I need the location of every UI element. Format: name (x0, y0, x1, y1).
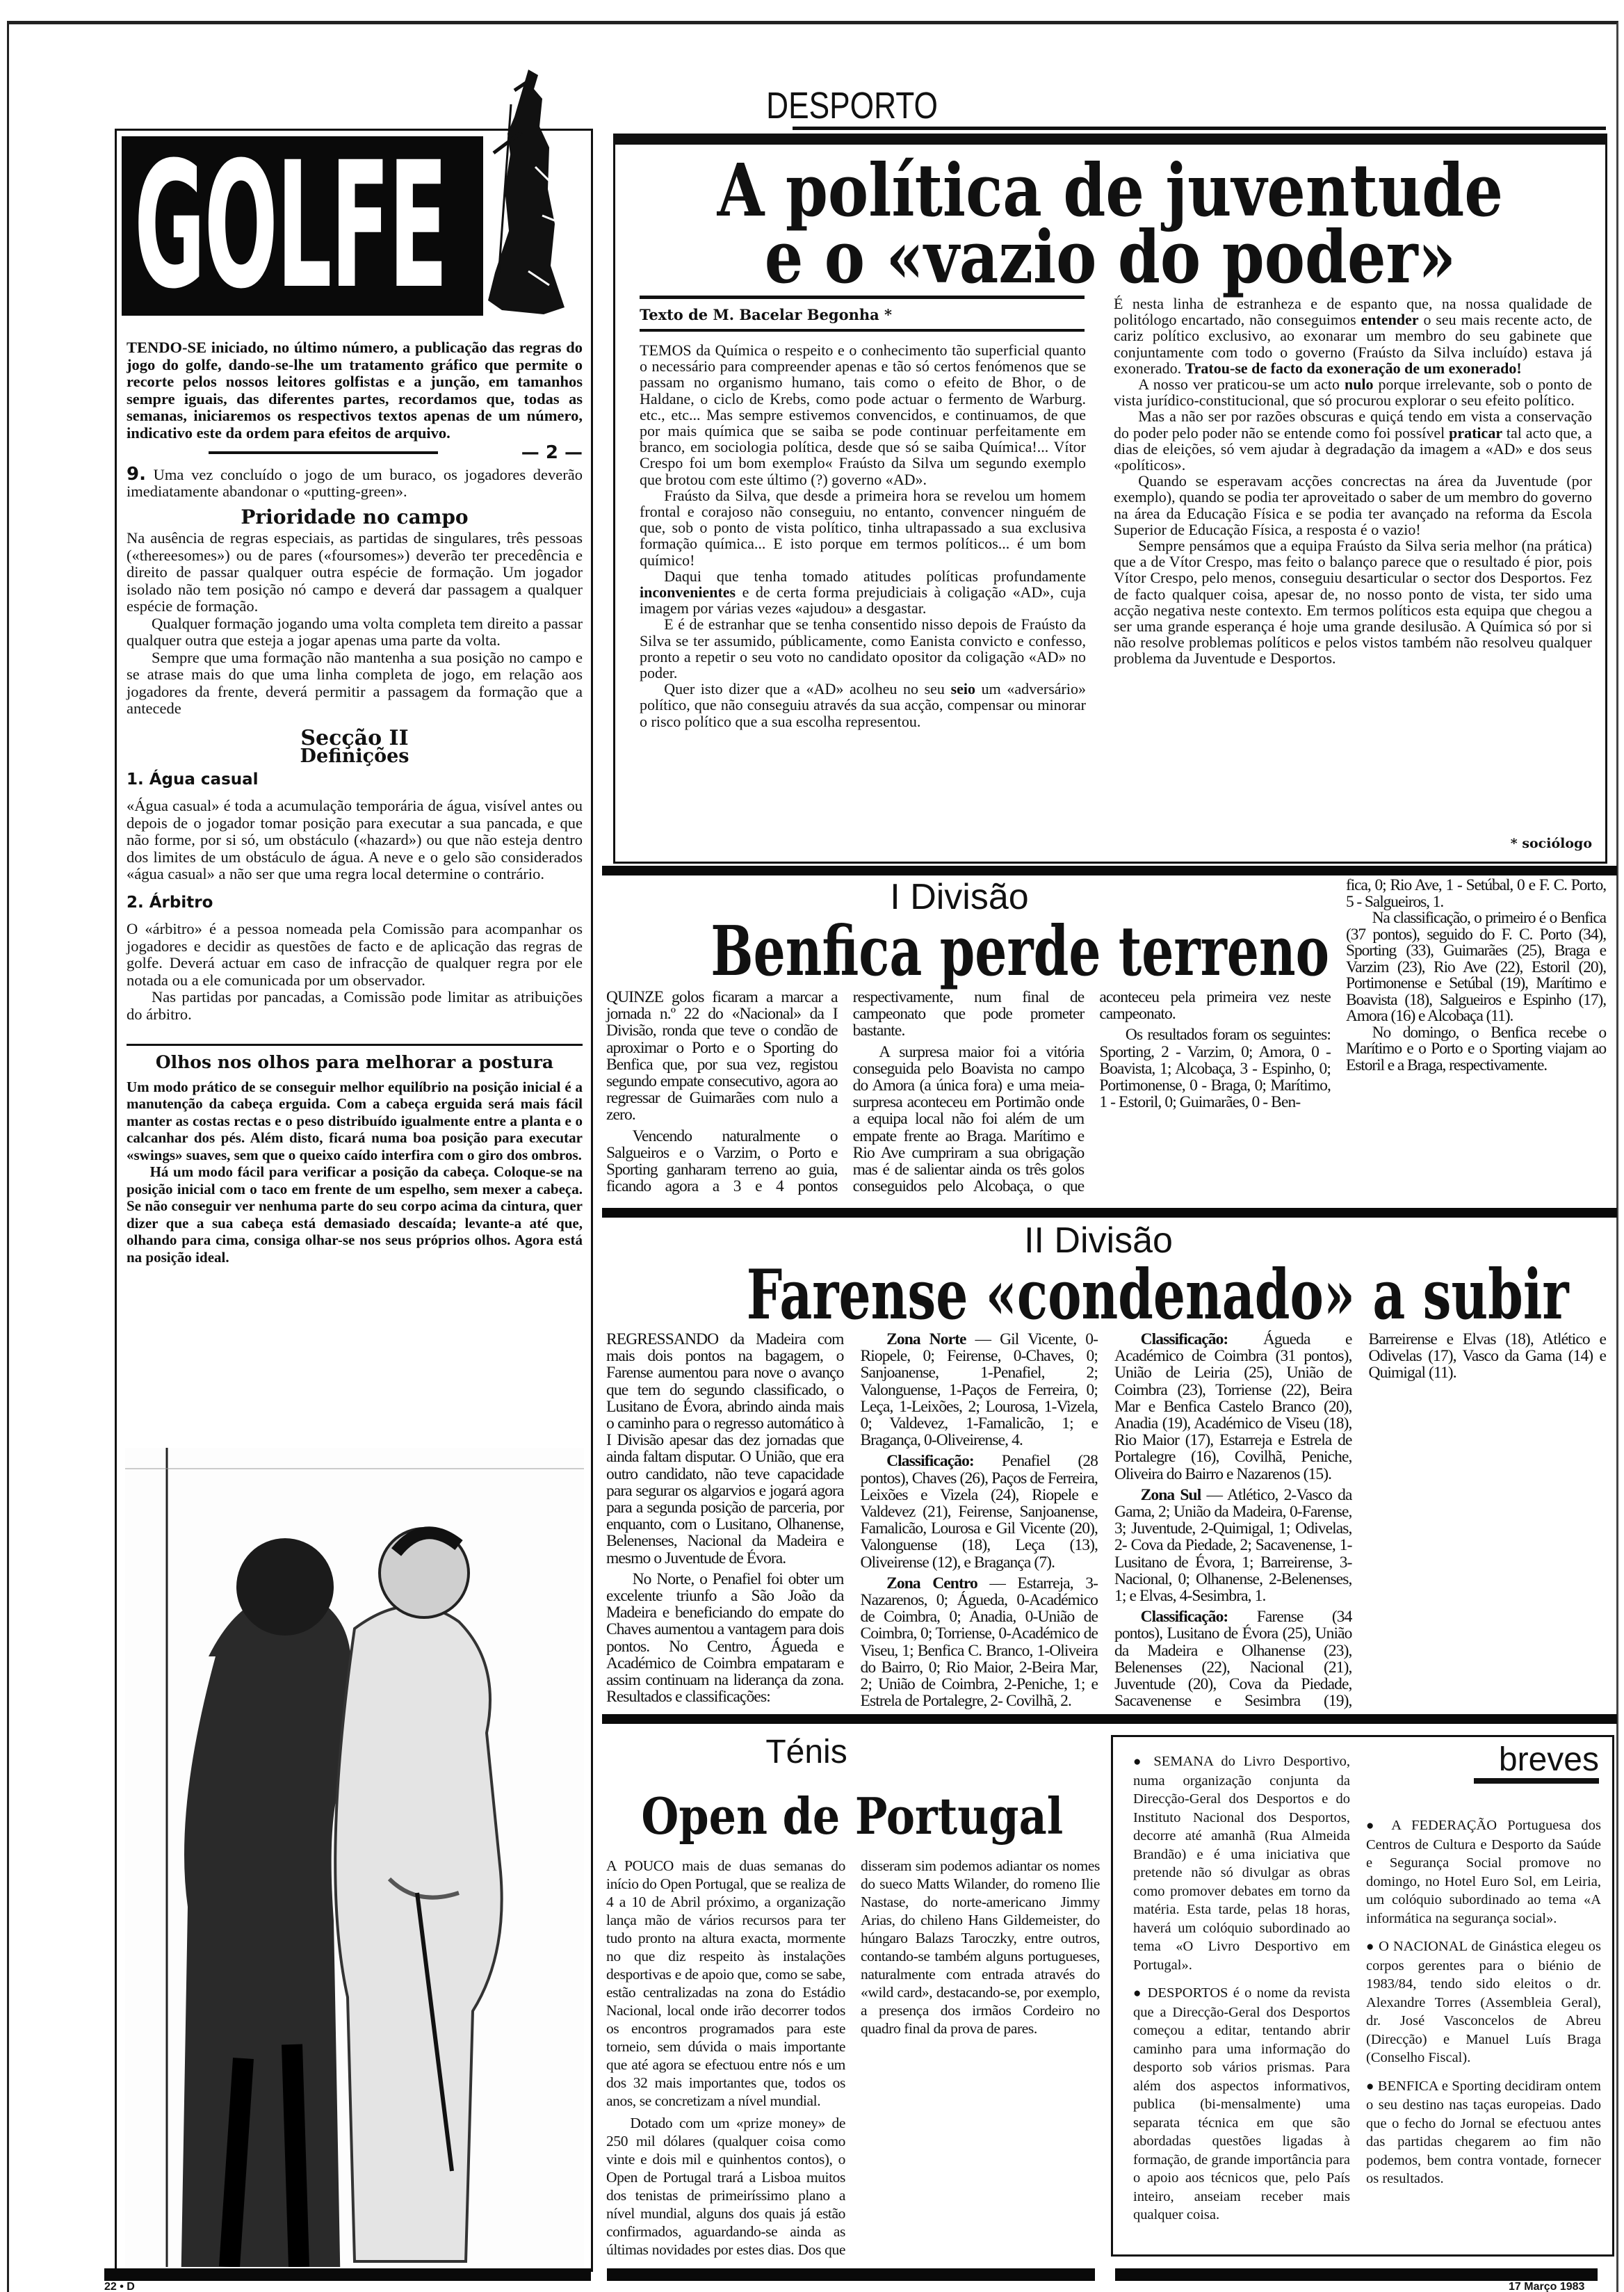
article-paragraph: E é de estranhar que se tenha consentido nisso depois de Fraústo da Silva se ter assumido, públicamente, como Eanista convicto e confesso, pronto a repetir o seu voto no candidato opositor da coligação «AD» no poder. (640, 615, 1086, 682)
prioridade-paragraph: Qualquer formação jogando uma volta completa tem direito a passar qualquer outra que esteja a jogar apenas uma parte da volta. (127, 614, 583, 649)
politica-left-column (640, 342, 1086, 857)
bold-segment: nulo (1344, 376, 1374, 394)
item-1-body (127, 798, 583, 883)
article-paragraph (1114, 1487, 1352, 1604)
item-2-paragraph: O «árbitro» é a pessoa nomeada pela Comissão para acompanhar os jogadores e decidir as questões de facto e de aplicação das regras de golfe. Deverá actuar em caso de infracção de qualquer regra por ele notada ou a ele comunicada por um observador. (127, 920, 583, 989)
item-1-heading: 1. Água casual (127, 770, 259, 789)
headline-text: Farense «condenado» a subir (746, 1255, 1569, 1335)
bold-segment: seio (950, 680, 976, 698)
definicoes-heading: Definições (300, 745, 409, 767)
article-paragraph: No domingo, o Benfica recebe o Marítimo e o Porto e o Sporting viajam ao Estoril e a Braga, respectivamente. (1346, 1023, 1606, 1074)
bold-segment: praticar (1449, 423, 1503, 442)
text-segment: Farense (34 pontos), Lusitano de Évora (25), União da Madeira e Olhanense (23), Belenenses (22), Nacional (21), Juventude (20), Cova da Piedade, Sacavenense e Sesimbra (19), Barreirense e Elvas (18), Atlético e Odivelas (17), Vasco da Gama (14) e Quimigal (11). (1114, 1330, 1606, 1711)
bold-segment: Zona Sul (1140, 1485, 1201, 1504)
bold-segment: Tratou-se de facto da exoneração de um exonerado! (1185, 359, 1522, 377)
bold-segment: inconvenientes (640, 583, 736, 602)
article-paragraph: Na classificação, o primeiro é o Benfica (37 pontos), seguido do F. C. Porto (34), Sporting (33), Guimarães (25), Braga e Varzim (23), Rio Ave (22), Estoril (20), Portimonense e Setúbal (19), Marítimo e Boavista (18), Salgueiros e Espinho (17), Amora (16) e Alcobaça (11). (1346, 909, 1606, 1025)
prioridade-body (127, 530, 583, 718)
article-paragraph (1114, 376, 1592, 408)
item-2-body (127, 921, 583, 1023)
article-paragraph: TEMOS da Química o respeito e o conhecimento tão superficial quanto o necessário para compreender apenas e tão só certos fenómenos que se passam no organismo humano, tais como o efeito de Bhor, o de Haldane, o ciclo de Krebs, como pode actuar o fermento de Warburg. etc., etc... Mas sempre estivemos convencidos, e continuamos, de que por mais química que se saiba se pode continuar perfeitamente em branco, em sociologia política, desde que só se saiba Química!... Vítor Crespo foi um bom exemplo« Fraústo da Silva um segundo exemplo que brotou com este último (?) governo «AD». (640, 341, 1086, 488)
article-paragraph: Vencendo naturalmente o Salgueiros e o Varzim, o Porto e Sporting ganharam terreno ao guia, ficando agora a 3 e 4 pontos respectivamente, num final de campeonato que pode prometer bastante. (606, 988, 1085, 1196)
olhos-paragraph: Um modo prático de se conseguir melhor equilíbrio na posição inicial é a manutenção da cabeça erguida. Com a cabeça erguida será mais fácil manter as costas rectas e o peso distribuído igualmente entre a planta e o calcanhar dos pés. Além disto, ficará numa boa posição para executar «swings» suaves, sem que o queixo caído interfira com o giro dos ombros. (127, 1078, 583, 1163)
breve-item: ● BENFICA e Sporting decidiram ontem o seu destino nas taças europeias. Dado que o fecho do Jornal se efectuou antes das partidas chegarem ao fim não podemos, bem contra vontade, fornecer os resultados. (1366, 2077, 1601, 2188)
bold-segment: Zona Norte (886, 1330, 966, 1348)
article-paragraph (640, 681, 1086, 729)
byline: Texto de M. Bacelar Begonha * (640, 296, 1085, 332)
article-paragraph: QUINZE golos ficaram a marcar a jornada n.º 22 do «Nacional» da I Divisão, ronda que teve o condão de aproximar o Porto e o Sporting do Benfica que, por sua vez, registou segundo empate consecutivo, agora ao regressar de Guimarães com nulo a zero. (606, 988, 838, 1124)
text-segment: tal acto que, a dias de eleições, só vem ajudar à degradação da imagem a «AD» e dos seus «políticos». (1114, 423, 1592, 474)
golf-lesson-photo (125, 1448, 584, 2267)
divisao1-section-title: I Divisão (890, 877, 1029, 917)
divisao2-body (606, 1331, 1606, 1712)
golfer-illustration (445, 63, 591, 341)
golfe-intro: TENDO-SE iniciado, no último número, a publicação das regras do jogo do golfe, dando-se-lhe um tratamento gráfico que permite o recorte pelos nossos leitores golfistas e a junção, em tamanhos sempre iguais, das diferentes partes, recordamos que, todas as semanas, iniciaremos os respectivos textos apenas de um número, indicativo este da ordem para efeitos de arquivo. (127, 339, 583, 442)
article-paragraph: REGRESSANDO da Madeira com mais dois pontos na bagagem, o Farense aumentou para nove o avanço que tem do segundo classificado, o Lusitano de Évora, abrindo ainda mais o caminho para o regresso automático à I Divisão apesar das dez jornadas que ainda faltam disputar. O União, que era outro candidato, não teve capacidade para segurar os algarvios e jogará agora para a segunda posição de parceria, por enquanto, com o Lusitano, Olhanense, Belenenses, Nacional da Madeira e mesmo o Juventude de Évora. (606, 1330, 844, 1567)
seccao-heading: Secção II (300, 725, 409, 750)
breves-left-column (1133, 1752, 1350, 2253)
text-segment: porque irrelevante, sob o ponto de vista jurídico-constitucional, que só procurou explorar o seu efeito político. (1114, 376, 1593, 410)
divisao1-side-column (1346, 878, 1606, 1206)
article-paragraph (640, 568, 1086, 617)
tenis-body (606, 1857, 1100, 2264)
bottom-bar (1115, 2268, 1598, 2281)
bold-segment: Zona Centro (886, 1574, 977, 1592)
divider (209, 451, 438, 454)
bottom-bar (607, 2268, 1095, 2281)
part-number-row (127, 444, 583, 462)
breve-item: ● DESPORTOS é o nome da revista que a Direcção-Geral dos Desportos começou a editar, tentando abrir caminho para uma informação do desporto sob vários prismas. Para além dos aspectos informativos, publica (bi-mensalmente) uma separata técnica em que são abordadas questões ligadas à formação, de grande importância para o apoio aos técnicos que, pelo País inteiro, anseiam receber mais qualquer coisa. (1133, 1984, 1350, 2225)
text-segment: É nesta linha de estranheza e de espanto que, na nossa qualidade de politólogo encartado, não conseguimos (1114, 295, 1592, 329)
bold-segment: Classificação: (886, 1452, 974, 1471)
article-paragraph (1114, 1331, 1352, 1483)
article-paragraph: Dotado com um «prize money» de 250 mil dólares (qualquer coisa como vinte e dois mil e quinhentos contos), o Open de Portugal trará a Lisboa muitos dos tenistas de primeiríssimo plano a nível mundial, alguns dos quais já estão confirmados, aguardando-se ainda as últimas novidades por estes dias. Dos que disseram sim podemos adiantar os nomes do sueco Matts Wilander, do romeno Ilie Nastase, do norte-americano Jimmy Arias, do chileno Hans Gildemeister, do húngaro Balazs Taroczky, entre outros, contando-se também alguns portugueses, naturalmente com entrada através do «wild card», destacando-se, por exemplo, a presença dos irmãos Cordeiro no quadro final da prova de pares. (606, 1857, 1100, 2258)
separator-bar (602, 1208, 1617, 1218)
article-paragraph: A surpresa maior foi a vitória conseguida pelo Boavista no campo do Amora (a única fora) e uma meia-surpresa aconteceu em Portimão onde a equipa local não foi além de um empate frente ao Braga. Marítimo e Rio Ave cumpriram a sua obrigação mas é de salientar ainda os três golos conseguidos pelo Alcobaça, o que aconteceu pela primeira vez neste campeonato. (852, 988, 1331, 1196)
item-1-paragraph: «Água casual» é toda a acumulação temporária de água, visível antes ou depois de o jogador tomar posição para executar a sua pancada, e que não forme, por si só, um obstáculo («hazard») ou que não esteja dentro dos limites de um obstáculo de água. A neve e o gelo são considerados «água casual» a não ser que uma regra local determine o contrário. (127, 797, 583, 882)
article-paragraph: No Norte, o Penafiel foi obter um excelente triunfo a São João da Madeira e beneficiando do empate do Chaves aumentou a vantagem para dois pontos. No Centro, Águeda e Académico de Coimbra empataram e assim continuam na liderança da zona. Resultados e classificações: (606, 1569, 844, 1706)
politica-headline (613, 147, 1607, 300)
text-segment: Daqui que tenha tomado atitudes políticas profundamente (664, 567, 1086, 585)
header-rule (793, 127, 1606, 130)
prioridade-paragraph: Na ausência de regras especiais, as partidas de singulares, três pessoas («thereesomes») ou de pares («foursomes») deverão ter precedência e direito de passar qualquer outra espécie de formação. Um jogador isolado não tem posição nó campo e deverá dar passagem a qualquer espécie de formação. (127, 529, 583, 615)
separator-bar (602, 866, 1617, 875)
tenis-headline (602, 1786, 1103, 1846)
divisao1-headline (602, 912, 1339, 992)
breve-item: ● O NACIONAL de Ginástica elegeu os corpos gerentes para o biénio de 1983/84, tendo sido eleitos o dr. Alexandre Torres (Assembleia Geral), dr. José Vasconcelos de Abreu (Direcção) e Manuel Luís Braga (Conselho Fiscal). (1366, 1937, 1601, 2067)
prioridade-paragraph: Sempre que uma formação não mantenha a sua posição no campo e se atrase mais do que uma linha completa de jogo, em relação aos jogadores da frente, deverá permitir a passagem da formação que a antecede (127, 648, 583, 717)
separator-bar (602, 1714, 1617, 1724)
issue-date: 17 Março 1983 (1509, 2281, 1585, 2292)
item-2-heading: 2. Árbitro (127, 893, 213, 912)
breves-title: breves (1474, 1742, 1599, 1784)
item-2-paragraph: Nas partidas por pancadas, a Comissão pode limitar as atribuições do árbitro. (127, 988, 583, 1023)
text-segment: Penafiel (28 pontos), Chaves (26), Paços de Ferreira, Leixões e Vizela (24), Riopele e Valdevez (21), Feirense, Sanjoanense, Famalicão, Lourosa e Gil Vicente (20), Valonguense (18), Leça (13), Oliveirense (12), e Bragança (7). (860, 1452, 1098, 1572)
article-paragraph (861, 1331, 1098, 1448)
text-segment: — Gil Vicente, 0-Riopele, 0; Feirense, 0-Chaves, 0; Sanjoanense, 1-Penafiel, 2; Valonguense, 1-Paços de Ferreira, 0; Leça, 1-Leixões, 2; Lourosa, 1-Vizela, 0; Valdevez, 1-Famalicão, 1; e Bragança, 0-Oliveirense, 4. (860, 1330, 1098, 1450)
golfe-banner (122, 136, 483, 316)
bold-segment: Classificação: (1140, 1330, 1228, 1348)
article-paragraph (1114, 408, 1592, 473)
article-paragraph: Quando se esperavam acções concrectas na área da Juventude (por exemplo), quando se podia ter aproveitado o saber de um membro do governo na área da Educação Física e se podia ter avançado na reforma da Escola Superior de Educação Física, a resposta é o vazio! (1114, 472, 1592, 538)
article-paragraph (861, 1575, 1098, 1710)
article-paragraph: Os resultados foram os seguintes: Sporting, 2 - Varzim, 0; Amora, 0 - Boavista, 1; Alcobaça, 3 - Espinho, 0; Portimonense, 0 - Braga, 0; Marítimo, 1 - Estoril, 0; Guimarães, 0 - Ben- (1099, 1026, 1331, 1112)
divisao2-section-title: II Divisão (1024, 1220, 1173, 1261)
author-footnote: * sociólogo (1510, 835, 1592, 851)
part-number: — 2 — (521, 442, 583, 463)
prioridade-heading: Prioridade no campo (241, 505, 469, 528)
golfe-article (127, 339, 583, 1445)
text-segment: — Estarreja, 3-Nazarenos, 0; Águeda, 0-Académico de Coimbra, 0; Anadia, 0-União de Coimbra, 0; Torriense, 0-Académico de Viseu, 1; Benfica C. Branco, 1-Oliveira do Bairro, 0; Rio Maior, 2-Beira Mar, 2; União de Coimbra, 2-Peniche, 1; e Estrela de Portalegre, 2- Covilhã, 2. (860, 1574, 1098, 1711)
bottom-bar (104, 2268, 591, 2281)
text-segment: Quer isto dizer que a «AD» acolheu no seu (664, 680, 951, 698)
text-segment: e de certa forma prejudiciais à coligação «AD», cuja imagem por várias vezes «ajudou» a desgastar. (640, 583, 1086, 618)
bold-segment: entender (1361, 311, 1419, 329)
headline-line-2: e o «vazio do poder» (764, 214, 1456, 300)
headline-text: Benfica perde terreno (710, 912, 1330, 992)
rule-number: 9. (127, 463, 146, 485)
politica-right-paragraphs (1114, 296, 1592, 667)
divisao1-body (606, 989, 1331, 1206)
article-paragraph: Sempre pensámos que a equipa Fraústo da Silva seria melhor (na prática) que a de Vítor Crespo, mas feito o balanço parece que o resultado é pior, pois Vítor Crespo, pelo menos, conseguiu desarticular o sector dos Desportos. Fez de facto qualquer coisa, apesar de, no nosso ponto de vista, ter sido uma acção negativa neste contexto. Em termos políticos esta equipa que chegou a ser uma grande esperança é hoje uma grande desilusão. A Química só por si não resolve problemas políticos e pelos vistos também não resolveu qualquer problema da Juventude e Desportos. (1114, 537, 1592, 668)
article-paragraph (1114, 296, 1592, 376)
article-paragraph: A POUCO mais de duas semanas do início do Open Portugal, que se realiza de 4 a 10 de Abril próximo, a organização lança mão de vários recursos para ter tudo pronto na altura exacta, mormente no que diz respeito às instalações desportivas e de apoio que, como se sabe, estão centralizadas na zona do Estádio Nacional, local onde irão decorrer todos os encontros programados para este torneio, sem dúvida o mais importante que até agora se efectuou entre nós e um dos 32 mais importantes que, todos os anos, se concretizam a nível mundial. (606, 1857, 845, 2109)
breve-item: ● SEMANA do Livro Desportivo, numa organização conjunta da Direcção-Geral dos Desportos e do Instituto Nacional dos Desportos, decorre até amanhã (Rua Almeida Brandão) e é uma iniciativa que pretende não só divulgar as obras como promover debates em torno da matéria. Esta tarde, pelas 18 horas, haverá um colóquio subordinado ao tema «O Livro Desportivo em Portugal». (1133, 1752, 1350, 1974)
rule-9 (127, 463, 583, 501)
text-segment: um «adversário» político, que não conseguiu através da sua acção, compensar ou minorar o risco político que a sua escolha representou. (640, 680, 1086, 730)
text-segment: Águeda e Académico de Coimbra (31 pontos), União de Leiria (25), União de Coimbra (23), Torriense (22), Beira Mar e Benfica Castelo Branco (20), Anadia (19), Académico de Viseu (18), Rio Maior (17), Estarreja e Estrela de Portalegre (16), Covilhã, Peniche, Oliveira do Bairro e Nazarenos (15). (1114, 1330, 1352, 1483)
section-title: DESPORTO (766, 85, 938, 127)
text-segment: o seu mais recente acto, de cariz político exclusivo, ao exonarar um membro do seu gabinete que conjuntamente com todo o governo (Fraústo da Silva incluído) estava já exonerado. (1114, 311, 1593, 377)
breve-item: ● A FEDERAÇÃO Portuguesa dos Centros de Cultura e Desporto da Saúde e Segurança Social promove no domingo, no Hotel Euro Sol, em Leiria, um colóquio subordinado ao tema «A informática na segurança social». (1366, 1816, 1601, 1928)
olhos-body (127, 1079, 583, 1266)
divisao2-headline (602, 1255, 1603, 1335)
breves-right-column (1366, 1816, 1601, 2253)
page-number: 22 • D (104, 2281, 135, 2292)
headline-text: Open de Portugal (641, 1786, 1064, 1846)
golfe-banner-title: GOLFE (134, 136, 447, 316)
tenis-section-title: Ténis (765, 1734, 847, 1770)
article-paragraph (861, 1453, 1098, 1570)
olhos-heading: Olhos nos olhos para melhorar a postura (127, 1044, 583, 1072)
headline-line-1: A política de juventude (717, 147, 1504, 233)
text-segment: A nosso ver praticou-se um acto (1138, 376, 1345, 394)
rule-text: Uma vez concluído o jogo de um buraco, os jogadores deverão imediatamente abandonar o «putting-green». (127, 465, 583, 500)
text-segment: — Atlético, 2-Vasco da Gama, 2; União da Madeira, 0-Farense, 3; Juventude, 2-Quimigal, 1; Odivelas, 2- Cova da Piedade, 2; Sacavenense, 1-Lusitano de Évora, 1; Barreirense, 3-Nacional, 0; Olhanense, 2-Belenenses, 1; e Elvas, 4-Sesimbra, 1. (1114, 1485, 1352, 1606)
bold-segment: Classificação: (1140, 1608, 1228, 1627)
article-paragraph: fica, 0; Rio Ave, 1 - Setúbal, 0 e F. C. Porto, 5 - Salgueiros, 1. (1346, 876, 1606, 911)
politica-right-column (1114, 296, 1592, 852)
article-paragraph: Fraústo da Silva, que desde a primeira hora se revelou um homem frontal e corajoso não conseguiu, no entanto, convencer ninguém de que, sob o ponto de vista político, tinha ultrapassado a sua exclusiva formação química... E isto porque em termos políticos... é um bom químico! (640, 486, 1086, 569)
section-header (747, 85, 956, 127)
olhos-paragraph: Há um modo fácil para verificar a posição da cabeça. Coloque-se na posição inicial com o taco em frente de um espelho, sem mexer a cabeça. Se não conseguir ver nenhuma parte do seu corpo acima da cintura, quer dizer que a sua cabeça está demasiado descaída; levante-a até que, olhando para cima, consiga olhar-se nos seus próprios olhos. Agora está na posição ideal. (127, 1163, 583, 1266)
text-segment: Mas a não ser por razões obscuras e quiçá tendo em vista a conservação do poder pelo poder não se entende como foi possível (1114, 407, 1592, 442)
